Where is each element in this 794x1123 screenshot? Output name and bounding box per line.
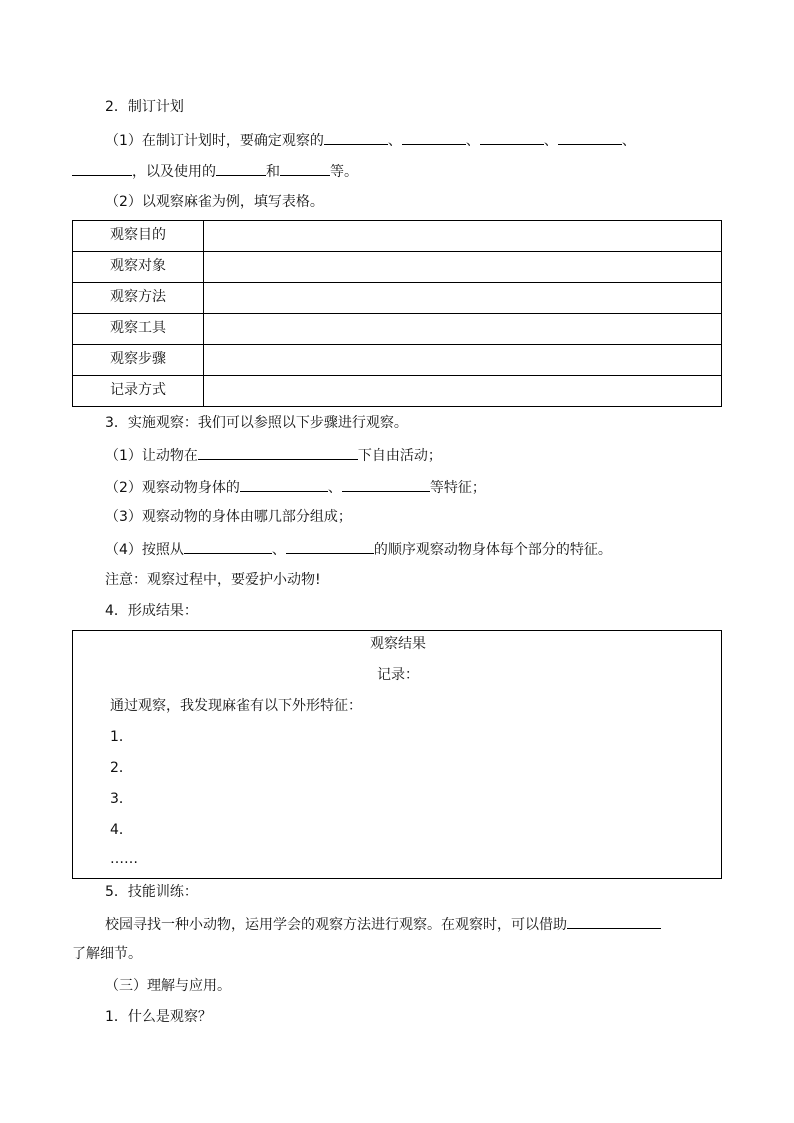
blank-field[interactable] bbox=[567, 914, 661, 929]
section-5-title: 5．技能训练： bbox=[105, 884, 198, 900]
row-label: 观察方法 bbox=[73, 283, 204, 314]
table-row bbox=[73, 283, 722, 314]
separator: 、 bbox=[271, 542, 286, 558]
plan-item-1-end: 等。 bbox=[330, 164, 358, 180]
blank-field[interactable] bbox=[480, 130, 544, 145]
blank-field[interactable] bbox=[216, 161, 266, 176]
step-1-prefix: （1）让动物在 bbox=[105, 448, 198, 464]
separator: 、 bbox=[465, 133, 480, 149]
skill-training-text: 校园寻找一种小动物，运用学会的观察方法进行观察。在观察时，可以借助 bbox=[105, 917, 567, 933]
record-label: 记录： bbox=[377, 667, 419, 683]
step-4 bbox=[105, 539, 612, 559]
answer-cell[interactable] bbox=[204, 314, 722, 345]
blank-field[interactable] bbox=[280, 161, 330, 176]
plan-item-1-line-2 bbox=[72, 161, 358, 181]
step-4-prefix: （4）按照从 bbox=[105, 542, 184, 558]
plan-item-1-suffix: ，以及使用的 bbox=[132, 164, 216, 180]
table-row bbox=[73, 221, 722, 252]
step-4-suffix: 的顺序观察动物身体每个部分的特征。 bbox=[373, 542, 612, 558]
care-note: 注意：观察过程中，要爱护小动物! bbox=[105, 572, 321, 588]
result-box-title: 观察结果 bbox=[370, 636, 426, 652]
observation-result-box bbox=[72, 630, 722, 879]
plan-item-1-line-1 bbox=[105, 130, 636, 150]
section-2-title: 2．制订计划 bbox=[105, 99, 184, 115]
row-label: 观察对象 bbox=[73, 252, 204, 283]
plan-item-2: （2）以观察麻雀为例，填写表格。 bbox=[105, 194, 324, 210]
blank-field[interactable] bbox=[198, 445, 358, 460]
step-1 bbox=[105, 445, 442, 465]
table-row bbox=[73, 252, 722, 283]
plan-item-1-and: 和 bbox=[266, 164, 280, 180]
result-item: 2． bbox=[110, 760, 133, 776]
question-1: 1．什么是观察？ bbox=[105, 1009, 212, 1025]
step-2-prefix: （2）观察动物身体的 bbox=[105, 480, 240, 496]
row-label: 观察工具 bbox=[73, 314, 204, 345]
step-2-suffix: 等特征； bbox=[429, 480, 486, 496]
blank-field[interactable] bbox=[402, 130, 466, 145]
answer-cell[interactable] bbox=[204, 283, 722, 314]
separator: 、 bbox=[621, 133, 636, 149]
section-4-title: 4．形成结果： bbox=[105, 603, 198, 619]
blank-field[interactable] bbox=[324, 130, 388, 145]
answer-cell[interactable] bbox=[204, 345, 722, 376]
result-intro: 通过观察，我发现麻雀有以下外形特征： bbox=[110, 698, 362, 714]
table-row bbox=[73, 345, 722, 376]
table-row bbox=[73, 376, 722, 407]
step-1-suffix: 下自由活动； bbox=[357, 448, 442, 464]
blank-field[interactable] bbox=[558, 130, 622, 145]
section-three-title: （三）理解与应用。 bbox=[105, 978, 231, 994]
blank-field[interactable] bbox=[240, 477, 328, 492]
separator: 、 bbox=[327, 480, 342, 496]
row-label: 观察步骤 bbox=[73, 345, 204, 376]
result-item: 4． bbox=[110, 822, 133, 838]
step-3: （3）观察动物的身体由哪几部分组成； bbox=[105, 509, 352, 525]
blank-field[interactable] bbox=[72, 161, 132, 176]
answer-cell[interactable] bbox=[204, 376, 722, 407]
section-3-title: 3．实施观察：我们可以参照以下步骤进行观察。 bbox=[105, 415, 408, 431]
observation-plan-table bbox=[72, 220, 722, 407]
blank-field[interactable] bbox=[184, 539, 272, 554]
answer-cell[interactable] bbox=[204, 221, 722, 252]
blank-field[interactable] bbox=[286, 539, 374, 554]
skill-training-line-1 bbox=[105, 914, 661, 934]
result-item: 3． bbox=[110, 791, 133, 807]
step-2 bbox=[105, 477, 486, 497]
result-item: 1． bbox=[110, 729, 133, 745]
separator: 、 bbox=[387, 133, 402, 149]
blank-field[interactable] bbox=[342, 477, 430, 492]
row-label: 观察目的 bbox=[73, 221, 204, 252]
answer-cell[interactable] bbox=[204, 252, 722, 283]
plan-item-1-prefix: （1）在制订计划时，要确定观察的 bbox=[105, 133, 324, 149]
result-ellipsis: …… bbox=[110, 851, 138, 867]
table-row bbox=[73, 314, 722, 345]
separator: 、 bbox=[543, 133, 558, 149]
row-label: 记录方式 bbox=[73, 376, 204, 407]
skill-training-line-2: 了解细节。 bbox=[72, 946, 142, 962]
